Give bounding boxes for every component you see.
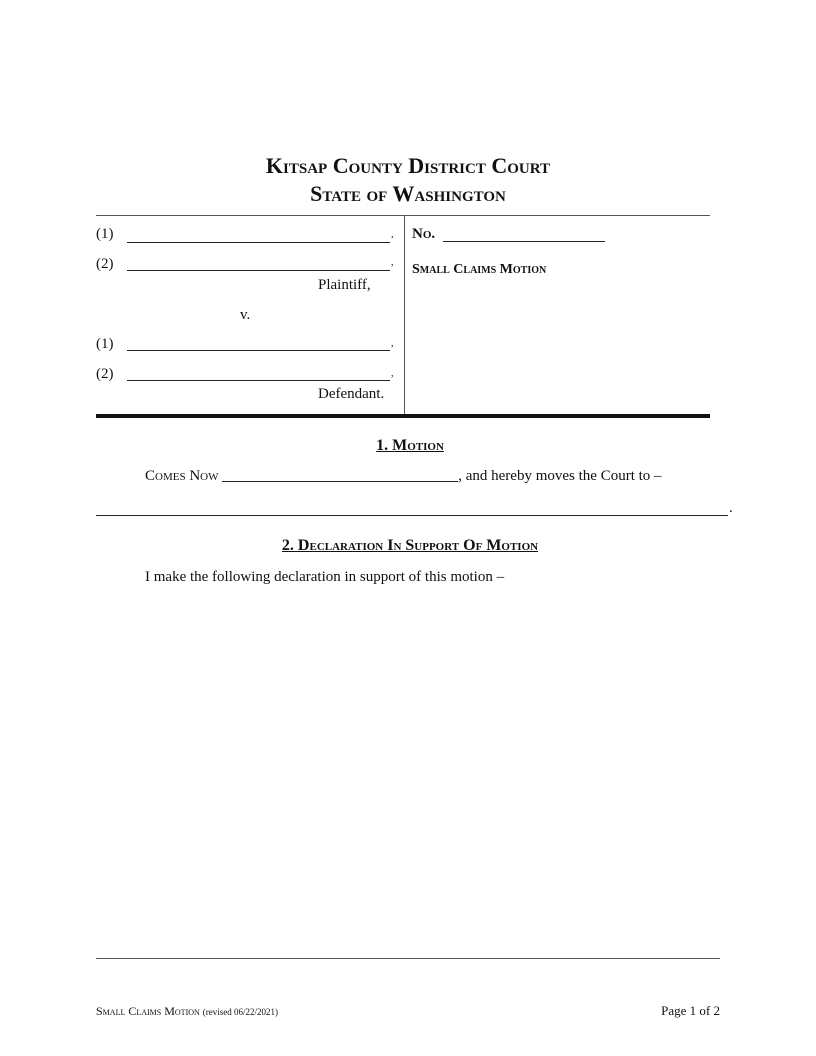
section-1-heading: 1. Motion bbox=[376, 437, 444, 454]
defendant-2-field[interactable] bbox=[127, 380, 390, 381]
defendant-1-field[interactable] bbox=[127, 350, 390, 351]
comes-now-line bbox=[145, 468, 662, 485]
period: . bbox=[729, 500, 733, 516]
plaintiff-1-number: (1) bbox=[96, 226, 114, 242]
revision-date: (revised 06/22/2021) bbox=[202, 1007, 279, 1017]
declaration-field[interactable] bbox=[145, 595, 720, 950]
comes-now-label: Comes Now bbox=[145, 468, 219, 484]
section-2-heading: 2. Declaration In Support Of Motion bbox=[281, 537, 539, 554]
comma: , bbox=[391, 257, 394, 268]
movant-name-field[interactable] bbox=[222, 481, 458, 482]
defendant-1-number: (1) bbox=[96, 336, 114, 352]
plaintiff-1-field[interactable] bbox=[127, 242, 390, 243]
footer-rule bbox=[96, 958, 720, 959]
comma: , bbox=[391, 338, 394, 349]
form-name: Small Claims Motion bbox=[96, 1004, 200, 1018]
declaration-intro: I make the following declaration in support of this motion – bbox=[145, 569, 505, 585]
caption-top-rule bbox=[96, 215, 710, 216]
document-title: Small Claims Motion bbox=[412, 262, 547, 277]
plaintiff-2-number: (2) bbox=[96, 256, 114, 272]
caption-bottom-rule bbox=[96, 414, 710, 418]
defendant-label: Defendant. bbox=[318, 386, 385, 402]
motion-intro-text: , and hereby moves the Court to – bbox=[458, 468, 662, 484]
versus: v. bbox=[240, 307, 251, 323]
page-number: Page 1 of 2 bbox=[661, 1003, 720, 1018]
case-number-label: No. bbox=[412, 226, 436, 242]
plaintiff-2-field[interactable] bbox=[127, 270, 390, 271]
plaintiff-label: Plaintiff, bbox=[318, 277, 371, 293]
state-name: State of Washington bbox=[310, 181, 506, 206]
comma: , bbox=[391, 368, 394, 379]
comma: , bbox=[391, 229, 394, 240]
court-name: Kitsap County District Court bbox=[265, 153, 551, 178]
defendant-2-number: (2) bbox=[96, 366, 114, 382]
motion-request-field[interactable] bbox=[96, 515, 728, 516]
case-number-field[interactable] bbox=[443, 241, 605, 242]
caption-divider bbox=[404, 216, 405, 415]
footer-form-name bbox=[96, 1004, 278, 1019]
